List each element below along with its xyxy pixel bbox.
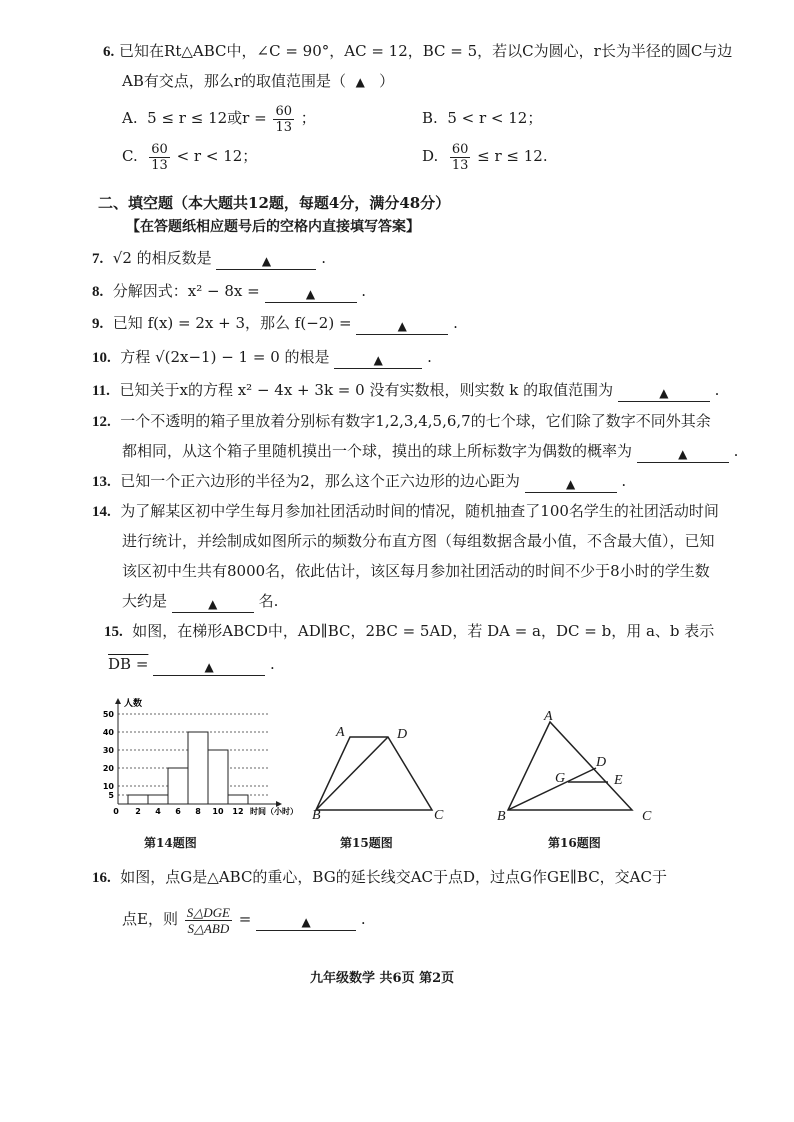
q13-number: 13. (92, 474, 111, 490)
frac-top: S△DGE (186, 904, 230, 920)
frac-bottom: 13 (451, 157, 469, 173)
fraction (149, 142, 170, 173)
opt-text: < r < 12； (176, 147, 258, 165)
y-tick-label: 20 (102, 764, 114, 773)
q6-number: 6. (103, 44, 115, 60)
q10 (92, 346, 432, 369)
fig16-label-e: E (614, 773, 623, 788)
q14-number: 14. (92, 504, 111, 520)
answer-triangle-icon: ▲ (208, 597, 218, 611)
histogram-bar (168, 768, 188, 804)
answer-blank (153, 657, 265, 676)
opt-label: D. (422, 147, 439, 165)
q11-stem: 已知关于x的方程 x² − 4x + 3k = 0 没有实数根，则实数 k 的取值范围为 (119, 381, 614, 399)
q12-end: . (733, 442, 739, 460)
x-axis-label: 时间（小时） (250, 807, 298, 816)
q13-end: . (621, 472, 627, 490)
q9-number: 9. (92, 316, 104, 332)
q6-stem: 已知在Rt△ABC中，∠C = 90°，AC = 12，BC = 5，若以C为圆心，r长为半径的圆C与边 (119, 42, 733, 60)
answer-triangle-icon: ▲ (566, 477, 576, 491)
histogram-bar (228, 795, 248, 804)
fig16-label-g: G (555, 771, 566, 786)
q8-end: . (361, 282, 367, 300)
q15-stem: 如图，在梯形ABCD中，AD∥BC，2BC = 5AD，若 DA = a，DC = b，用 a、b 表示 (132, 622, 715, 640)
q16-line2 (122, 900, 366, 938)
q15-end: . (269, 655, 275, 673)
q15-number: 15. (104, 624, 123, 640)
fig16-label-b: B (497, 809, 506, 824)
histogram-bar (148, 795, 168, 804)
y-tick-label: 30 (102, 746, 114, 755)
fig16-triangle (490, 710, 660, 825)
y-axis-arrow (115, 698, 121, 704)
q7-number: 7. (92, 251, 104, 267)
opt-text: 5 < r < 12； (447, 109, 543, 127)
frac-top: 60 (451, 141, 469, 157)
y-tick-label: 5 (108, 791, 114, 800)
q16-end: . (360, 910, 366, 928)
q7-stem: √2 的相反数是 (112, 249, 212, 267)
q7 (92, 247, 326, 270)
fig15-label-d: D (397, 727, 408, 742)
answer-triangle-icon: ▲ (678, 447, 688, 461)
fig15-label-c: C (434, 808, 444, 823)
answer-blank (172, 594, 254, 613)
y-axis-label: 人数 (124, 699, 143, 709)
y-tick-label: 40 (102, 728, 114, 737)
triangle-abc (508, 722, 632, 810)
q6-option-b (422, 107, 542, 129)
frac-top: 60 (275, 103, 293, 119)
q14-line3: 该区初中生共有8000名，依此估计，该区每月参加社团活动的时间不少于8小时的学生数 (122, 562, 710, 580)
answer-blank (356, 316, 448, 335)
histogram-chart (92, 692, 298, 832)
histogram-bar (208, 750, 228, 804)
histogram-bar (188, 732, 208, 804)
fig15-trapezoid (300, 715, 470, 830)
frac-bottom: 13 (275, 119, 293, 135)
answer-blank (265, 284, 357, 303)
q7-end: . (321, 249, 327, 267)
answer-triangle-icon: ▲ (397, 319, 407, 333)
fig15-caption: 第15题图 (340, 836, 393, 850)
frac-bottom: S△ABD (187, 920, 230, 936)
q10-number: 10. (92, 350, 111, 366)
q15-line1 (104, 620, 714, 643)
answer-triangle-icon: ▲ (261, 254, 272, 268)
answer-blank (637, 444, 729, 463)
frac-top: 60 (151, 141, 168, 157)
section-note: 【在答题纸相应题号后的空格内直接填写答案】 (126, 219, 420, 235)
fig16-caption: 第16题图 (548, 836, 601, 850)
answer-blank (256, 912, 356, 931)
x-tick-label: 0 (113, 807, 119, 816)
q16-stem: 如图，点G是△ABC的重心，BG的延长线交AC于点D，过点G作GE∥BC，交AC于 (120, 868, 667, 886)
section-title: 二、填空题（本大题共12题，每题4分，满分48分） (98, 194, 451, 212)
q12-number: 12. (92, 414, 111, 430)
q14-stem: 为了解某区初中学生每月参加社团活动时间的情况，随机抽查了100名学生的社团活动时间 (120, 502, 719, 520)
fig15-label-b: B (312, 808, 321, 823)
answer-blank (618, 383, 710, 402)
q12-line2 (122, 440, 738, 462)
x-tick-label: 10 (212, 807, 224, 816)
q14-line1 (92, 500, 719, 523)
q11 (92, 379, 719, 402)
frac-bottom: 13 (151, 157, 168, 173)
opt-text: 5 ≤ r ≤ 12或r = (147, 109, 267, 127)
q9 (92, 312, 458, 335)
q10-end: . (427, 348, 432, 366)
fraction (450, 142, 471, 173)
q6-option-d (422, 138, 548, 174)
q15-stem2: DB = (108, 655, 149, 673)
q16-number: 16. (92, 870, 111, 886)
q11-number: 11. (92, 383, 110, 399)
answer-triangle-icon: ▲ (305, 287, 316, 301)
answer-blank (216, 251, 316, 270)
diagonal-bd (316, 737, 388, 810)
x-tick-label: 8 (195, 807, 201, 816)
q9-end: . (453, 314, 458, 332)
x-tick-label: 4 (155, 807, 161, 816)
q6-stem2: AB有交点，那么r的取值范围是（ (122, 72, 347, 90)
opt-label: B. (422, 109, 438, 127)
q13-stem: 已知一个正六边形的半径为2，那么这个正六边形的边心距为 (120, 472, 520, 490)
fig16-label-a: A (544, 709, 553, 724)
opt-text: ； (300, 109, 316, 127)
q16-line1 (92, 866, 667, 889)
x-tick-label: 6 (175, 807, 181, 816)
q14-line4 (122, 590, 278, 612)
fig16-label-d: D (596, 755, 607, 770)
q12-line1 (92, 410, 711, 433)
fig15-label-a: A (336, 725, 345, 740)
x-tick-label: 12 (232, 807, 244, 816)
q9-stem: 已知 f(x) = 2x + 3，那么 f(−2) = (112, 314, 352, 332)
fraction (273, 104, 294, 135)
area-ratio-fraction (185, 905, 232, 936)
q14-line2: 进行统计，并绘制成如图所示的频数分布直方图（每组数据含最小值，不含最大值），已知 (122, 532, 715, 550)
q12-stem: 一个不透明的箱子里放着分别标有数字1,2,3,4,5,6,7的七个球，它们除了数字不同外其余 (120, 412, 711, 430)
opt-label: C. (122, 147, 138, 165)
q12-stem2: 都相同，从这个箱子里随机摸出一个球，摸出的球上所标数字为偶数的概率为 (122, 442, 633, 460)
q10-stem: 方程 √(2x−1) − 1 = 0 的根是 (120, 348, 330, 366)
page-footer: 九年级数学 共6页 第2页 (310, 971, 455, 986)
y-tick-label: 50 (102, 710, 114, 719)
answer-triangle-icon: ▲ (659, 386, 669, 400)
q6-line2 (122, 70, 394, 93)
answer-blank (334, 350, 422, 369)
q6-line1 (103, 40, 732, 63)
q6-option-c (122, 138, 257, 174)
answer-blank (525, 474, 617, 493)
opt-label: A. (122, 109, 138, 127)
q15-line2 (108, 653, 275, 675)
segment-bd (508, 768, 596, 810)
q13 (92, 470, 626, 493)
histogram-bar (128, 795, 148, 804)
answer-triangle-icon: ▲ (204, 660, 214, 674)
q16-stem2: 点E，则 (122, 910, 178, 928)
y-tick-label: 10 (102, 782, 114, 791)
q8-number: 8. (92, 284, 104, 300)
q8-stem: 分解因式：x² − 8x = (112, 282, 260, 300)
answer-triangle-icon: ▲ (373, 353, 383, 367)
q8 (92, 280, 366, 303)
q6-option-a (122, 100, 316, 136)
answer-triangle-icon: ▲ (301, 915, 311, 929)
opt-text: ≤ r ≤ 12. (477, 147, 548, 165)
fig16-label-c: C (642, 809, 652, 824)
q14-stem4: 大约是 (122, 592, 168, 610)
answer-triangle-icon: ▲ (355, 75, 365, 89)
q14-end: 名. (258, 592, 279, 610)
equals-sign: = (238, 910, 252, 928)
fig14-caption: 第14题图 (144, 836, 197, 850)
trapezoid-shape (316, 737, 432, 810)
q11-end: . (714, 381, 720, 399)
q6-paren: ） (379, 72, 395, 90)
x-tick-label: 2 (135, 807, 141, 816)
